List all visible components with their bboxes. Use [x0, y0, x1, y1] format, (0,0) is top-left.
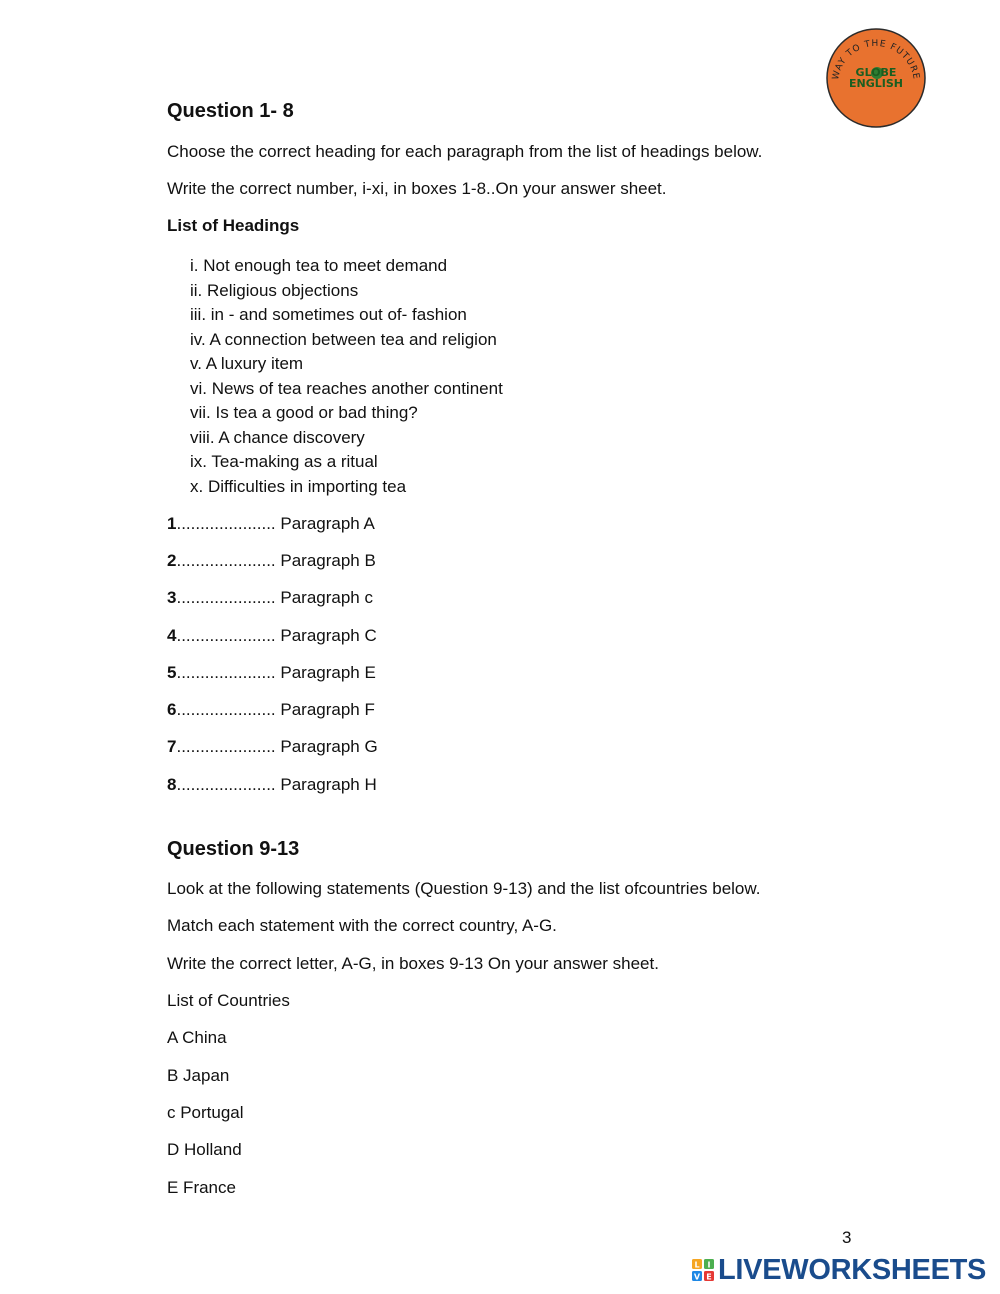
answer-text: ..................... Paragraph G: [176, 737, 378, 756]
country-item: A China: [167, 1028, 227, 1047]
answer-text: ..................... Paragraph c: [176, 588, 373, 607]
answer-line-6[interactable]: [167, 700, 375, 720]
answer-number: 8: [167, 775, 177, 794]
answer-number: 3: [167, 588, 177, 607]
answer-number: 2: [167, 551, 177, 570]
country-item: B Japan: [167, 1066, 230, 1085]
answer-number: 5: [167, 663, 177, 682]
answer-number: 4: [167, 626, 177, 645]
heading-item: x. Difficulties in importing tea: [190, 476, 407, 496]
heading-item: vii. Is tea a good or bad thing?: [190, 403, 418, 422]
q2-title: Question 9-13: [167, 838, 300, 860]
answer-line-8[interactable]: [167, 775, 377, 795]
q2-instruction-2: Match each statement with the correct country, A-G.: [167, 916, 557, 935]
countries-list-title: List of Countries: [167, 991, 290, 1010]
q1-instruction-1: Choose the correct heading for each paragraph from the list of headings below.: [167, 142, 763, 161]
q1-instruction-2: Write the correct number, i-xi, in boxes 1-8..On your answer sheet.: [167, 179, 667, 198]
brand-letter: V: [693, 1272, 701, 1281]
country-item: D Holland: [167, 1140, 242, 1159]
liveworksheets-icon: [692, 1259, 714, 1281]
answer-number: 7: [167, 737, 177, 756]
answer-line-4[interactable]: [167, 626, 377, 646]
q2-instruction-3: Write the correct letter, A-G, in boxes 9-13 On your answer sheet.: [167, 954, 659, 973]
heading-item: vi. News of tea reaches another continent: [190, 378, 503, 398]
heading-item: v. A luxury item: [190, 354, 304, 373]
answer-text: ..................... Paragraph C: [176, 626, 377, 645]
heading-item: ix. Tea-making as a ritual: [190, 452, 378, 471]
liveworksheets-logo[interactable]: [692, 1253, 990, 1287]
answer-line-1[interactable]: [167, 514, 375, 534]
country-item: c Portugal: [167, 1103, 244, 1122]
page-number: 3: [842, 1228, 852, 1247]
globe-english-logo: [824, 28, 928, 128]
brand-letter: I: [707, 1260, 711, 1270]
answer-text: ..................... Paragraph F: [176, 700, 375, 719]
logo-arc-text: WAY TO THE FUTURE: [831, 38, 921, 81]
heading-item: iii. in - and sometimes out of- fashion: [190, 305, 467, 324]
heading-item: viii. A chance discovery: [190, 427, 365, 447]
answer-line-5[interactable]: [167, 663, 376, 683]
answer-text: ..................... Paragraph B: [176, 551, 376, 570]
liveworksheets-wordmark: LIVEWORKSHEETS: [718, 1253, 987, 1286]
answer-text: ..................... Paragraph H: [176, 775, 377, 794]
answer-text: ..................... Paragraph E: [176, 663, 376, 682]
brand-letter: E: [706, 1272, 712, 1281]
logo-line2: ENGLISH: [849, 77, 903, 90]
headings-list-title: List of Headings: [167, 216, 300, 235]
brand-letter: L: [694, 1260, 700, 1270]
answer-line-2[interactable]: [167, 551, 376, 571]
answer-line-3[interactable]: [167, 588, 373, 608]
heading-item: ii. Religious objections: [190, 280, 359, 300]
heading-item: i. Not enough tea to meet demand: [190, 256, 448, 275]
logo-line1: GLOBE: [855, 66, 897, 79]
q1-title: Question 1- 8: [167, 100, 294, 122]
q2-instruction-1: Look at the following statements (Question 9-13) and the list ofcountries below.: [167, 879, 761, 898]
heading-item: iv. A connection between tea and religion: [190, 329, 497, 349]
headings-list: [190, 254, 503, 499]
answer-number: 1: [167, 514, 177, 533]
answer-line-7[interactable]: [167, 737, 378, 757]
answer-number: 6: [167, 700, 177, 719]
country-item: E France: [167, 1178, 236, 1197]
answer-text: ..................... Paragraph A: [176, 514, 375, 533]
